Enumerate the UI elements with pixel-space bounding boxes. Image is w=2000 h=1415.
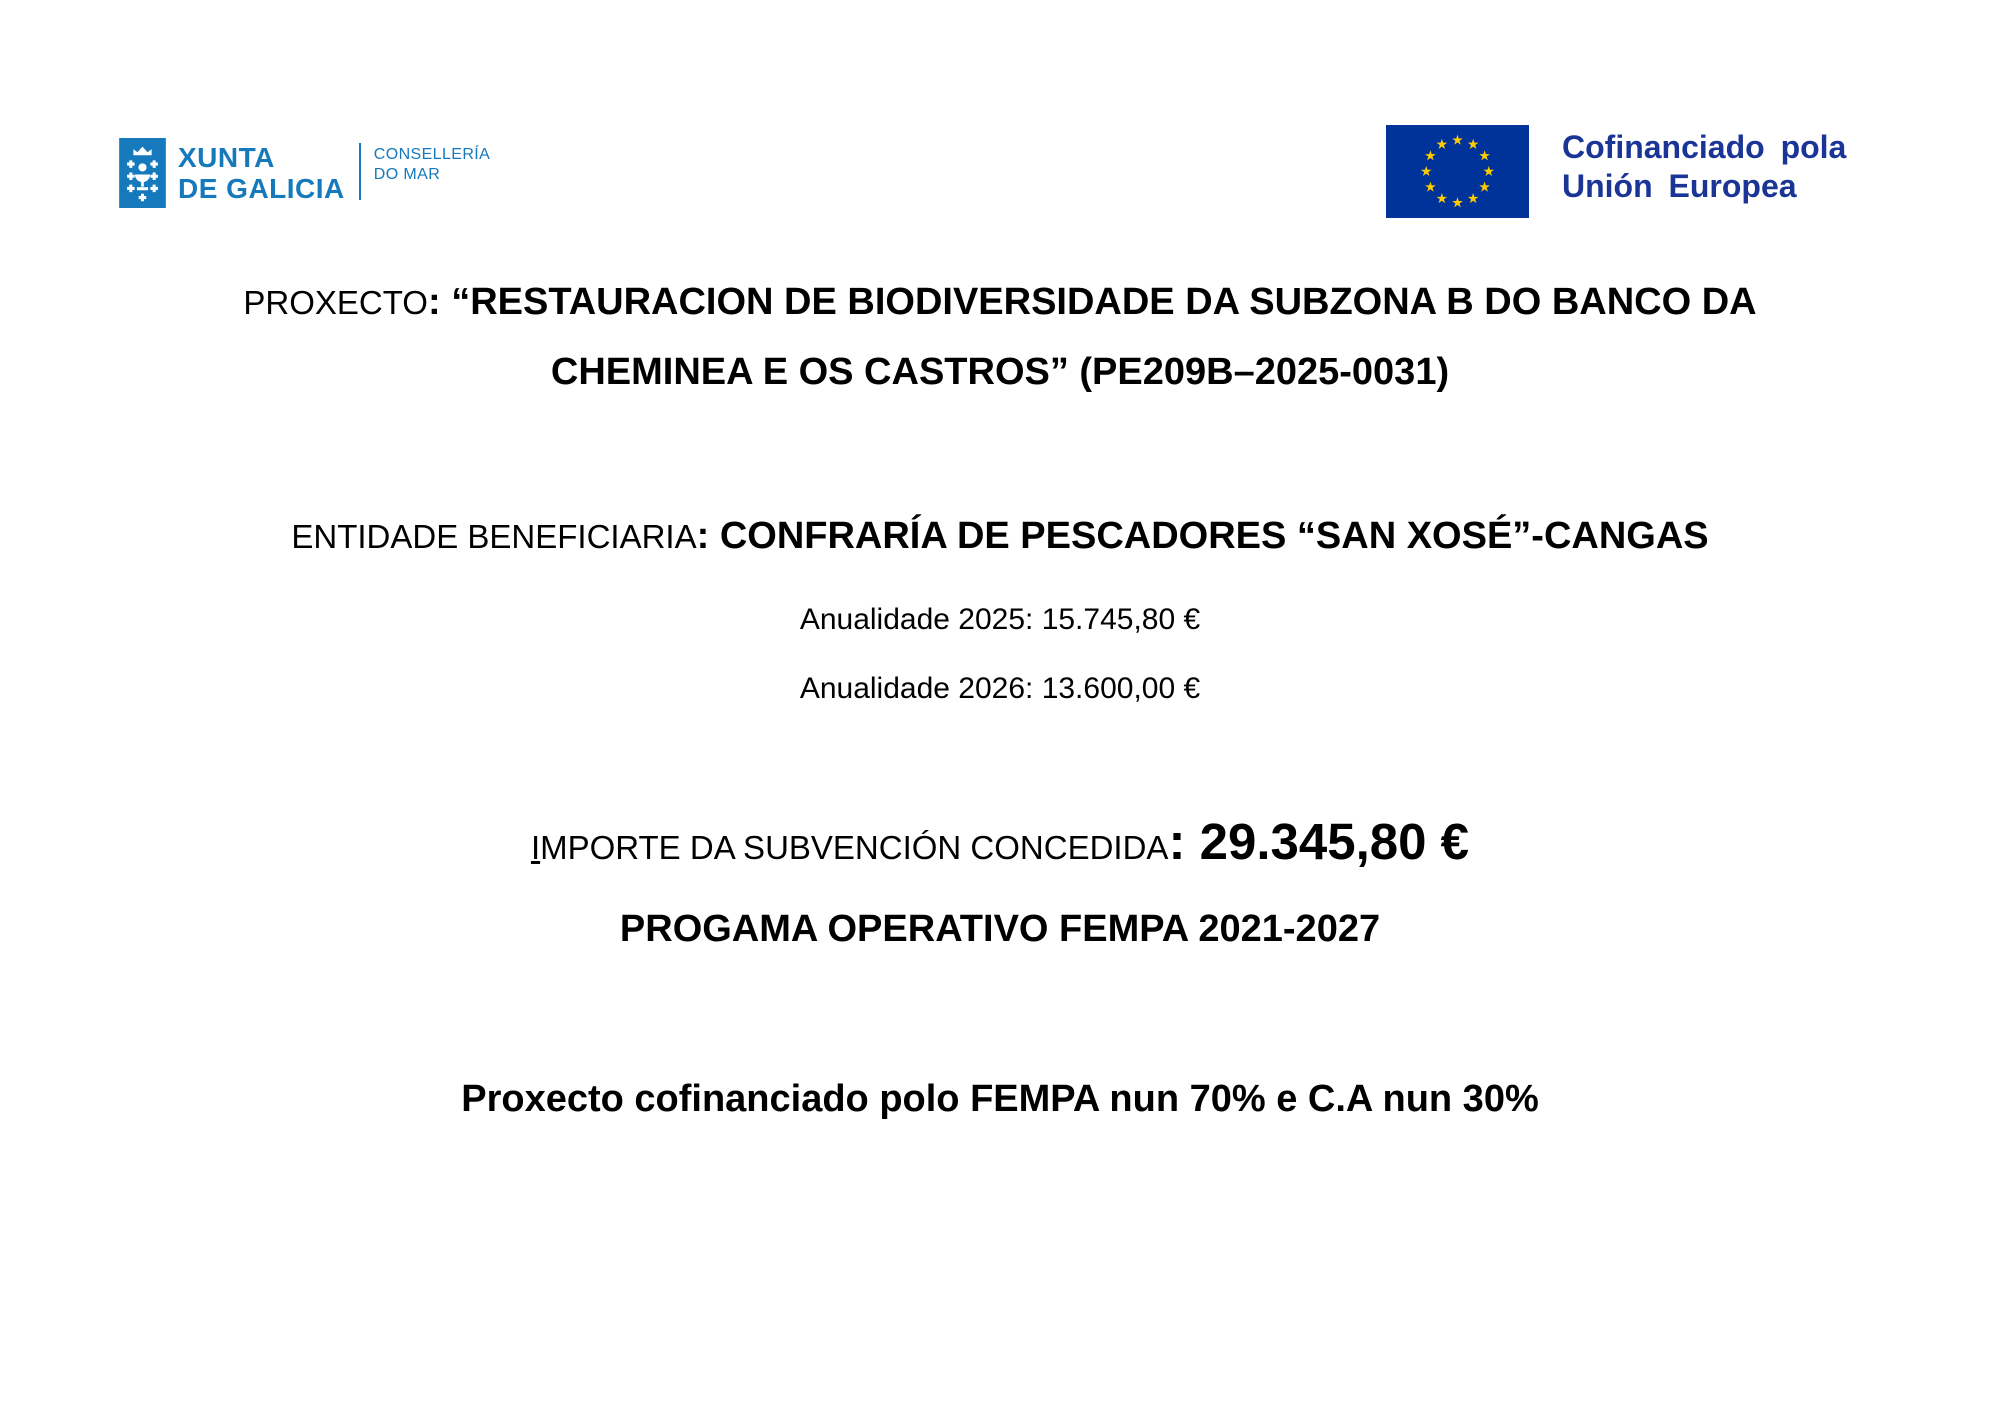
annuity-2025-line: Anualidade 2025: 15.745,80 €	[799, 603, 1201, 636]
eu-caption-line2: Unión Europea	[1562, 168, 1797, 204]
beneficiary-value: CONFRARÍA DE PESCADORES “SAN XOSÉ”-CANGAS	[719, 515, 1709, 557]
program-line: PROGAMA OPERATIVO FEMPA 2021-2027	[619, 908, 1381, 950]
beneficiary-line	[0, 515, 2000, 558]
grant-separator: :	[1168, 813, 1200, 870]
xunta-dept-line1: CONSELLERÍA	[373, 146, 491, 163]
xunta-org-line1: XUNTA	[178, 142, 275, 173]
beneficiary-label: ENTIDADE BENEFICIARIA	[291, 518, 697, 555]
project-title-line-1	[0, 281, 2000, 324]
xunta-dept-line2: DO MAR	[373, 166, 441, 183]
project-title-text-1: “RESTAURACION DE BIODIVERSIDADE DA SUBZONA B DO BANCO DA	[451, 281, 1757, 323]
eu-flag-icon	[1386, 123, 1529, 220]
grant-line	[0, 812, 2000, 871]
eu-caption-line1: Cofinanciado pola	[1562, 129, 1847, 165]
xunta-emblem-icon	[119, 138, 166, 208]
xunta-logo-divider	[359, 143, 361, 200]
grant-label-first-letter: I	[530, 829, 541, 866]
cofinancing-line: Proxecto cofinanciado polo FEMPA nun 70% e C.A nun 30%	[461, 1078, 1539, 1120]
xunta-org-line2: DE GALICIA	[178, 173, 345, 204]
grant-amount: 29.345,80 €	[1199, 813, 1470, 870]
beneficiary-separator: :	[696, 515, 720, 557]
eu-caption	[1562, 128, 1846, 206]
xunta-de-galicia-logo	[119, 138, 490, 208]
eu-cofinancing-logo	[1386, 123, 1846, 220]
xunta-department-name	[374, 145, 490, 185]
grant-label-rest: MPORTE DA SUBVENCIÓN CONCEDIDA	[540, 829, 1169, 866]
annuity-2026-line: Anualidade 2026: 13.600,00 €	[799, 672, 1201, 705]
project-title-line-2	[0, 351, 2000, 394]
project-title-text-2: CHEMINEA E OS CASTROS” (PE209B–2025-0031)	[550, 351, 1450, 393]
xunta-org-name	[178, 142, 345, 204]
project-label: PROXECTO	[243, 284, 428, 321]
project-separator: :	[427, 281, 452, 323]
